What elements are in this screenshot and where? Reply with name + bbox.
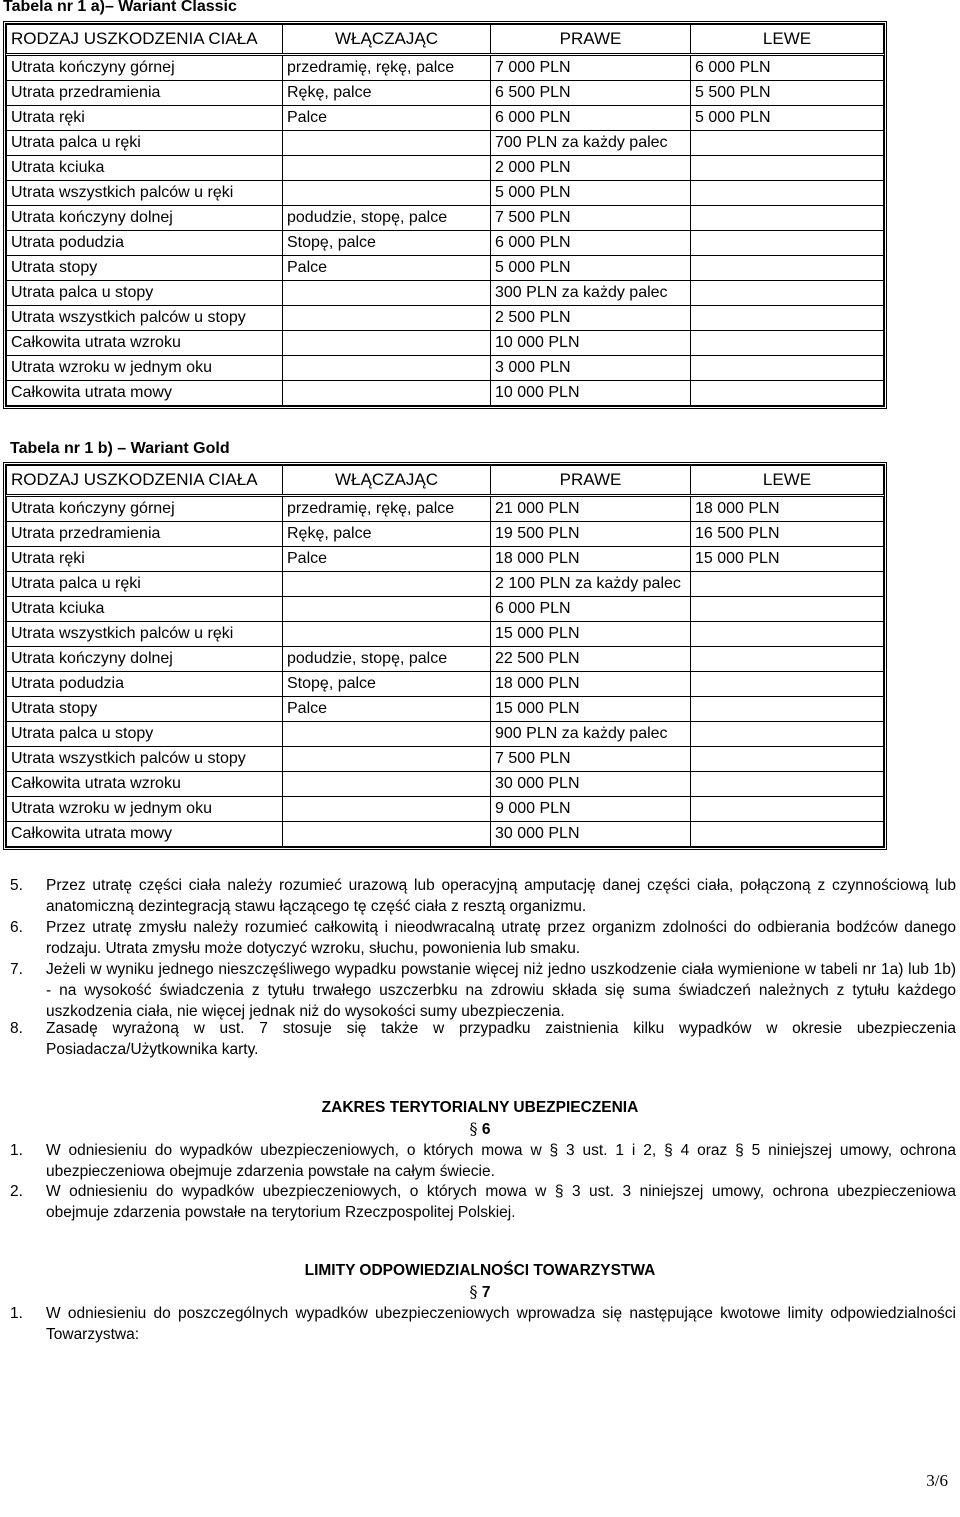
table-header-row (7, 466, 884, 496)
cell-right: 21 000 PLN (491, 496, 691, 522)
cell-right: 10 000 PLN (491, 381, 691, 406)
table-row (7, 647, 884, 672)
paragraph-sign: § (469, 1282, 478, 1301)
cell-including (283, 131, 491, 156)
item-number: 1. (10, 1305, 23, 1322)
cell-injury: Całkowita utrata mowy (7, 381, 283, 406)
cell-injury: Utrata kciuka (7, 597, 283, 622)
table-row (7, 356, 884, 381)
cell-injury: Utrata palca u ręki (7, 131, 283, 156)
cell-left: 18 000 PLN (691, 496, 884, 522)
paragraph-8 (10, 1018, 956, 1060)
cell-left (691, 747, 884, 772)
paragraph-number: 7. (10, 961, 23, 978)
cell-right: 18 000 PLN (491, 672, 691, 697)
cell-left (691, 281, 884, 306)
cell-left (691, 231, 884, 256)
cell-right: 7 500 PLN (491, 206, 691, 231)
cell-including (283, 381, 491, 406)
table-row (7, 672, 884, 697)
cell-including (283, 356, 491, 381)
cell-left (691, 331, 884, 356)
cell-left: 15 000 PLN (691, 547, 884, 572)
cell-right: 15 000 PLN (491, 697, 691, 722)
cell-left (691, 572, 884, 597)
table-row (7, 206, 884, 231)
cell-right: 300 PLN za każdy palec (491, 281, 691, 306)
table-b-caption: Tabela nr 1 b) – Wariant Gold (10, 440, 230, 457)
header-right: PRAWE (491, 466, 691, 496)
paragraph-7 (10, 959, 956, 1021)
cell-injury: Utrata wzroku w jednym oku (7, 356, 283, 381)
cell-left (691, 256, 884, 281)
cell-injury: Utrata wszystkich palców u stopy (7, 747, 283, 772)
cell-injury: Utrata kończyny górnej (7, 496, 283, 522)
paragraph-number: 5. (10, 877, 23, 894)
cell-injury: Utrata kciuka (7, 156, 283, 181)
cell-right: 15 000 PLN (491, 622, 691, 647)
cell-left (691, 822, 884, 847)
cell-left (691, 797, 884, 822)
cell-left (691, 647, 884, 672)
cell-left (691, 722, 884, 747)
table-a-caption: Tabela nr 1 a)– Wariant Classic (3, 0, 237, 15)
cell-including (283, 181, 491, 206)
cell-injury: Całkowita utrata wzroku (7, 331, 283, 356)
table-row (7, 522, 884, 547)
table-row (7, 697, 884, 722)
cell-including: Palce (283, 697, 491, 722)
paragraph-5 (10, 875, 956, 917)
cell-including: podudzie, stopę, palce (283, 206, 491, 231)
cell-injury: Utrata palca u stopy (7, 281, 283, 306)
cell-injury: Całkowita utrata mowy (7, 822, 283, 847)
cell-injury: Utrata ręki (7, 547, 283, 572)
cell-left (691, 131, 884, 156)
cell-left: 6 000 PLN (691, 55, 884, 81)
cell-right: 18 000 PLN (491, 547, 691, 572)
cell-right: 700 PLN za każdy palec (491, 131, 691, 156)
table-row (7, 331, 884, 356)
table-a (3, 21, 887, 409)
table-row (7, 231, 884, 256)
cell-right: 900 PLN za każdy palec (491, 722, 691, 747)
paragraph-number: 8. (10, 1020, 23, 1037)
table-b-body (7, 466, 884, 847)
cell-including: przedramię, rękę, palce (283, 55, 491, 81)
paragraph-text: Zasadę wyrażoną w ust. 7 stosuje się także w przypadku zaistnienia kilku wypadków w okresie ubezpieczenia Posiadacza/Użytkownika karty. (46, 1020, 956, 1058)
header-left: LEWE (691, 25, 884, 55)
header-injury-type: RODZAJ USZKODZENIA CIAŁA (7, 25, 283, 55)
cell-right: 3 000 PLN (491, 356, 691, 381)
cell-left (691, 381, 884, 406)
cell-including: podudzie, stopę, palce (283, 647, 491, 672)
cell-left (691, 356, 884, 381)
header-including: WŁĄCZAJĄC (283, 466, 491, 496)
cell-right: 7 500 PLN (491, 747, 691, 772)
cell-including: Palce (283, 256, 491, 281)
cell-injury: Utrata kończyny dolnej (7, 206, 283, 231)
table-row (7, 622, 884, 647)
cell-left: 5 000 PLN (691, 106, 884, 131)
cell-injury: Utrata wzroku w jednym oku (7, 797, 283, 822)
page-number: 3/6 (926, 1471, 948, 1490)
cell-left: 16 500 PLN (691, 522, 884, 547)
cell-left: 5 500 PLN (691, 81, 884, 106)
paragraph-number: 6 (481, 1121, 491, 1138)
cell-including (283, 572, 491, 597)
table-row (7, 722, 884, 747)
cell-right: 5 000 PLN (491, 181, 691, 206)
table-row (7, 597, 884, 622)
paragraph-text: Przez utratę zmysłu należy rozumieć całkowitą i nieodwracalną utratę przez organizm zdolności do odbierania bodźców danego rodzaju. Utrata zmysłu może dotyczyć wzroku, słuchu, powonienia lub smaku. (46, 919, 956, 957)
header-right: PRAWE (491, 25, 691, 55)
cell-injury: Utrata przedramienia (7, 81, 283, 106)
cell-including (283, 156, 491, 181)
header-left: LEWE (691, 466, 884, 496)
cell-right: 6 000 PLN (491, 106, 691, 131)
cell-injury: Utrata wszystkich palców u ręki (7, 181, 283, 206)
section-number-6 (0, 1119, 960, 1139)
paragraph-text: Jeżeli w wyniku jednego nieszczęśliwego wypadku powstanie więcej niż jedno uszkodzenie ciała wymienione w tabeli nr 1a) lub 1b) - na wysokość świadczenia z tytułu trwałego uszczerbku na zdrowiu składa się suma świadczeń należnych z tytułu każdego uszkodzenia ciała, nie więcej jednak niż do wysokości sumy ubezpieczenia. (46, 961, 956, 1020)
cell-right: 6 000 PLN (491, 231, 691, 256)
table-row (7, 106, 884, 131)
cell-left (691, 772, 884, 797)
cell-left (691, 672, 884, 697)
cell-right: 2 500 PLN (491, 306, 691, 331)
table-row (7, 281, 884, 306)
table-row (7, 572, 884, 597)
table-row (7, 156, 884, 181)
cell-right: 30 000 PLN (491, 822, 691, 847)
cell-left (691, 181, 884, 206)
paragraph-number: 7 (481, 1284, 491, 1301)
table-row (7, 381, 884, 406)
cell-including (283, 622, 491, 647)
zakres-item-2 (10, 1181, 956, 1223)
cell-including (283, 331, 491, 356)
section-title-limity: LIMITY ODPOWIEDZIALNOŚCI TOWARZYSTWA (304, 1262, 656, 1279)
paragraph-6 (10, 917, 956, 959)
table-row (7, 256, 884, 281)
table-row (7, 81, 884, 106)
cell-right: 5 000 PLN (491, 256, 691, 281)
cell-injury: Utrata kończyny dolnej (7, 647, 283, 672)
cell-right: 9 000 PLN (491, 797, 691, 822)
cell-including (283, 797, 491, 822)
item-text: W odniesieniu do poszczególnych wypadków ubezpieczeniowych wprowadza się następujące kwotowe limity odpowiedzialności Towarzystwa: (46, 1305, 956, 1343)
cell-injury: Całkowita utrata wzroku (7, 772, 283, 797)
table-row (7, 547, 884, 572)
cell-injury: Utrata stopy (7, 256, 283, 281)
cell-right: 10 000 PLN (491, 331, 691, 356)
cell-injury: Utrata kończyny górnej (7, 55, 283, 81)
cell-right: 2 000 PLN (491, 156, 691, 181)
table-row (7, 181, 884, 206)
item-text: W odniesieniu do wypadków ubezpieczeniowych, o których mowa w § 3 ust. 1 i 2, § 4 oraz § 5 niniejszej umowy, ochrona ubezpieczeniowa obejmuje zdarzenia powstałe na całym świecie. (46, 1142, 956, 1180)
cell-injury: Utrata ręki (7, 106, 283, 131)
limity-item-1 (10, 1303, 956, 1345)
cell-left (691, 306, 884, 331)
cell-including: przedramię, rękę, palce (283, 496, 491, 522)
table-header-row (7, 25, 884, 55)
cell-right: 7 000 PLN (491, 55, 691, 81)
cell-including (283, 772, 491, 797)
cell-injury: Utrata przedramienia (7, 522, 283, 547)
cell-injury: Utrata podudzia (7, 672, 283, 697)
cell-left (691, 156, 884, 181)
item-number: 2. (10, 1183, 23, 1200)
cell-right: 30 000 PLN (491, 772, 691, 797)
cell-including: Palce (283, 106, 491, 131)
cell-right: 6 000 PLN (491, 597, 691, 622)
section-number-7 (0, 1282, 960, 1302)
table-row (7, 306, 884, 331)
table-row (7, 496, 884, 522)
table-row (7, 797, 884, 822)
cell-injury: Utrata stopy (7, 697, 283, 722)
paragraph-number: 6. (10, 919, 23, 936)
header-including: WŁĄCZAJĄC (283, 25, 491, 55)
table-row (7, 747, 884, 772)
item-text: W odniesieniu do wypadków ubezpieczeniowych, o których mowa w § 3 ust. 3 niniejszej umowy, ochrona ubezpieczeniowa obejmuje zdarzenia powstałe na terytorium Rzeczpospolitej Polskiej. (46, 1183, 956, 1221)
cell-including (283, 747, 491, 772)
table-row (7, 822, 884, 847)
cell-including: Stopę, palce (283, 231, 491, 256)
zakres-item-1 (10, 1140, 956, 1182)
cell-including (283, 306, 491, 331)
table-a-body (7, 25, 884, 406)
paragraph-text: Przez utratę części ciała należy rozumieć urazową lub operacyjną amputację danej części ciała, połączoną z czynnościową lub anatomiczną dezintegracją stawu łączącego tę część ciała z resztą organizmu. (46, 877, 956, 915)
cell-right: 19 500 PLN (491, 522, 691, 547)
cell-including (283, 281, 491, 306)
table-row (7, 55, 884, 81)
cell-left (691, 697, 884, 722)
cell-including (283, 722, 491, 747)
table-b (3, 462, 887, 850)
cell-injury: Utrata podudzia (7, 231, 283, 256)
cell-including: Palce (283, 547, 491, 572)
table-row (7, 772, 884, 797)
header-injury-type: RODZAJ USZKODZENIA CIAŁA (7, 466, 283, 496)
table-row (7, 131, 884, 156)
cell-including: Rękę, palce (283, 522, 491, 547)
cell-right: 6 500 PLN (491, 81, 691, 106)
cell-left (691, 206, 884, 231)
cell-left (691, 622, 884, 647)
section-title-zakres: ZAKRES TERYTORIALNY UBEZPIECZENIA (321, 1099, 639, 1116)
cell-left (691, 597, 884, 622)
cell-including (283, 597, 491, 622)
cell-injury: Utrata palca u stopy (7, 722, 283, 747)
paragraph-sign: § (469, 1119, 478, 1138)
cell-injury: Utrata wszystkich palców u ręki (7, 622, 283, 647)
cell-including: Stopę, palce (283, 672, 491, 697)
cell-including: Rękę, palce (283, 81, 491, 106)
cell-including (283, 822, 491, 847)
cell-right: 22 500 PLN (491, 647, 691, 672)
cell-injury: Utrata wszystkich palców u stopy (7, 306, 283, 331)
cell-injury: Utrata palca u ręki (7, 572, 283, 597)
item-number: 1. (10, 1142, 23, 1159)
cell-right: 2 100 PLN za każdy palec (491, 572, 691, 597)
